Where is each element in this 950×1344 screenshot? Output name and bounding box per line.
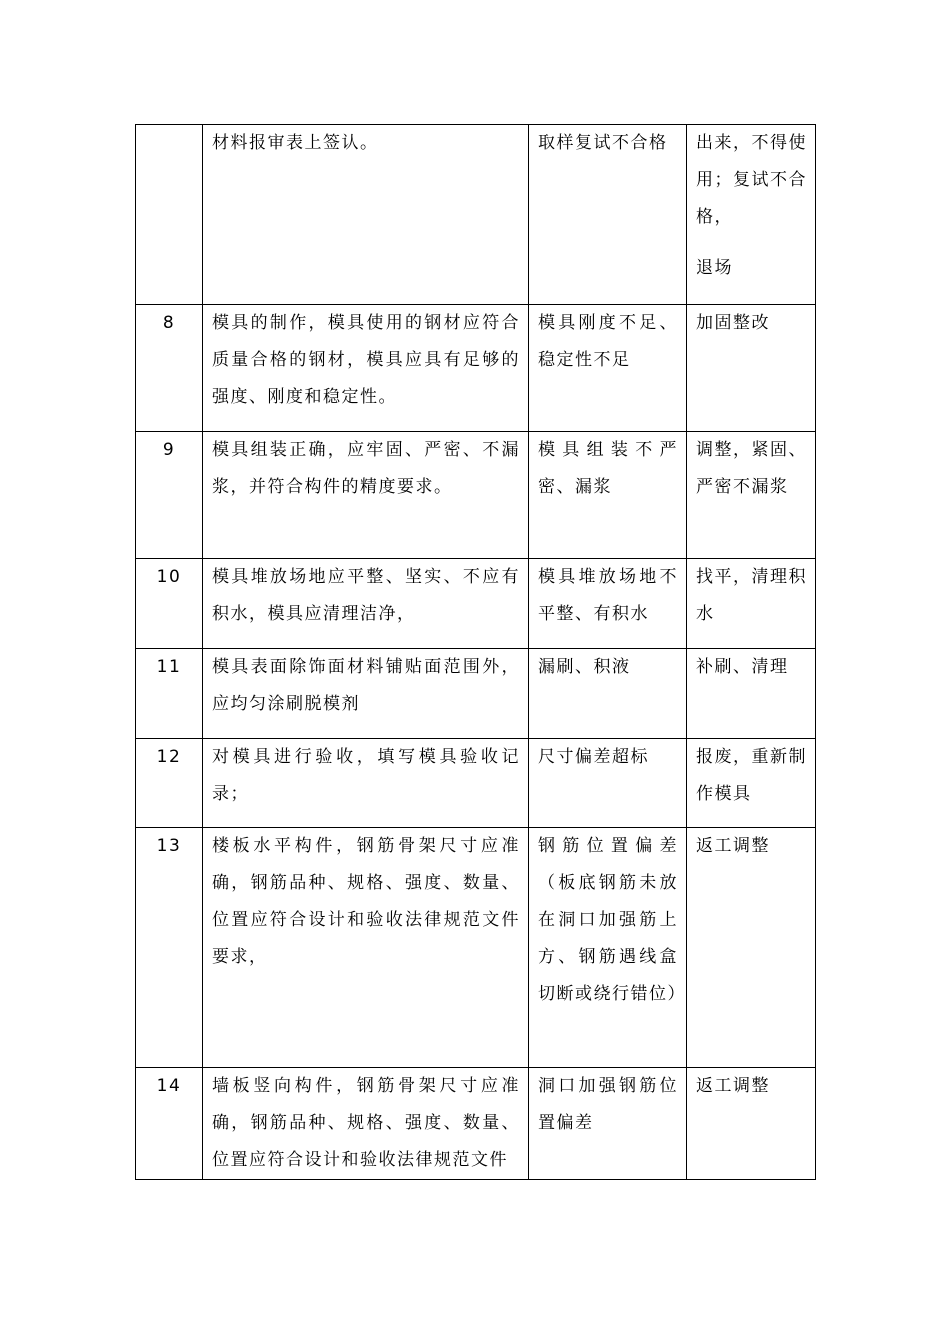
- measure-text: 报废，重新制作模具: [696, 747, 807, 804]
- problem-text: 模具堆放场地不平整、有积水: [538, 567, 678, 624]
- measure-text: 出来，不得使用；复试不合格，: [696, 133, 807, 227]
- measure-text: 返工调整: [696, 836, 770, 856]
- row-number: 9: [136, 432, 203, 559]
- requirement-text: 模具表面除饰面材料铺贴面范围外，应均匀涂刷脱模剂: [212, 657, 520, 714]
- measure-text: 补刷、清理: [696, 657, 789, 677]
- row-number: 8: [136, 305, 203, 432]
- requirement-text: 模具组装正确，应牢固、严密、不漏浆，并符合构件的精度要求。: [212, 440, 520, 497]
- table-row: [136, 125, 816, 305]
- measure-text-extra: 退场: [696, 258, 733, 278]
- problem-text: 模具组装不严密、漏浆: [538, 440, 678, 497]
- measure-text: 返工调整: [696, 1076, 770, 1096]
- table-row: [136, 649, 816, 739]
- requirement-text: 材料报审表上签认。: [212, 133, 379, 153]
- requirement-text: 墙板竖向构件，钢筋骨架尺寸应准确，钢筋品种、规格、强度、数量、位置应符合设计和验收法律规范文件: [212, 1076, 520, 1170]
- table-row: [136, 305, 816, 432]
- table-row: [136, 432, 816, 559]
- measure-text: 找平，清理积水: [696, 567, 807, 624]
- row-number: 10: [136, 559, 203, 649]
- row-number: 13: [136, 828, 203, 1068]
- table-row: [136, 1068, 816, 1180]
- row-number: 11: [136, 649, 203, 739]
- problem-text: 洞口加强钢筋位置偏差: [538, 1076, 678, 1133]
- requirement-text: 模具堆放场地应平整、坚实、不应有积水，模具应清理洁净，: [212, 567, 520, 624]
- requirement-text: 模具的制作，模具使用的钢材应符合质量合格的钢材，模具应具有足够的强度、刚度和稳定性。: [212, 313, 520, 407]
- quality-control-table: [135, 124, 816, 1180]
- problem-text: 尺寸偏差超标: [538, 747, 649, 767]
- problem-text: 模具刚度不足、稳定性不足: [538, 313, 678, 370]
- problem-text: 取样复试不合格: [538, 133, 668, 153]
- row-number: 12: [136, 739, 203, 828]
- row-number: [136, 125, 203, 305]
- table-row: [136, 739, 816, 828]
- row-number: 14: [136, 1068, 203, 1180]
- problem-text: 漏刷、积液: [538, 657, 631, 677]
- measure-text: 加固整改: [696, 313, 770, 333]
- table-row: [136, 559, 816, 649]
- table-row: [136, 828, 816, 1068]
- measure-text: 调整，紧固、严密不漏浆: [696, 440, 807, 497]
- requirement-text: 楼板水平构件，钢筋骨架尺寸应准确，钢筋品种、规格、强度、数量、位置应符合设计和验收法律规范文件要求，: [212, 836, 520, 967]
- problem-text: 钢筋位置偏差（板底钢筋未放在洞口加强筋上方、钢筋遇线盒切断或绕行错位）: [538, 836, 686, 1004]
- requirement-text: 对模具进行验收，填写模具验收记录；: [212, 747, 520, 804]
